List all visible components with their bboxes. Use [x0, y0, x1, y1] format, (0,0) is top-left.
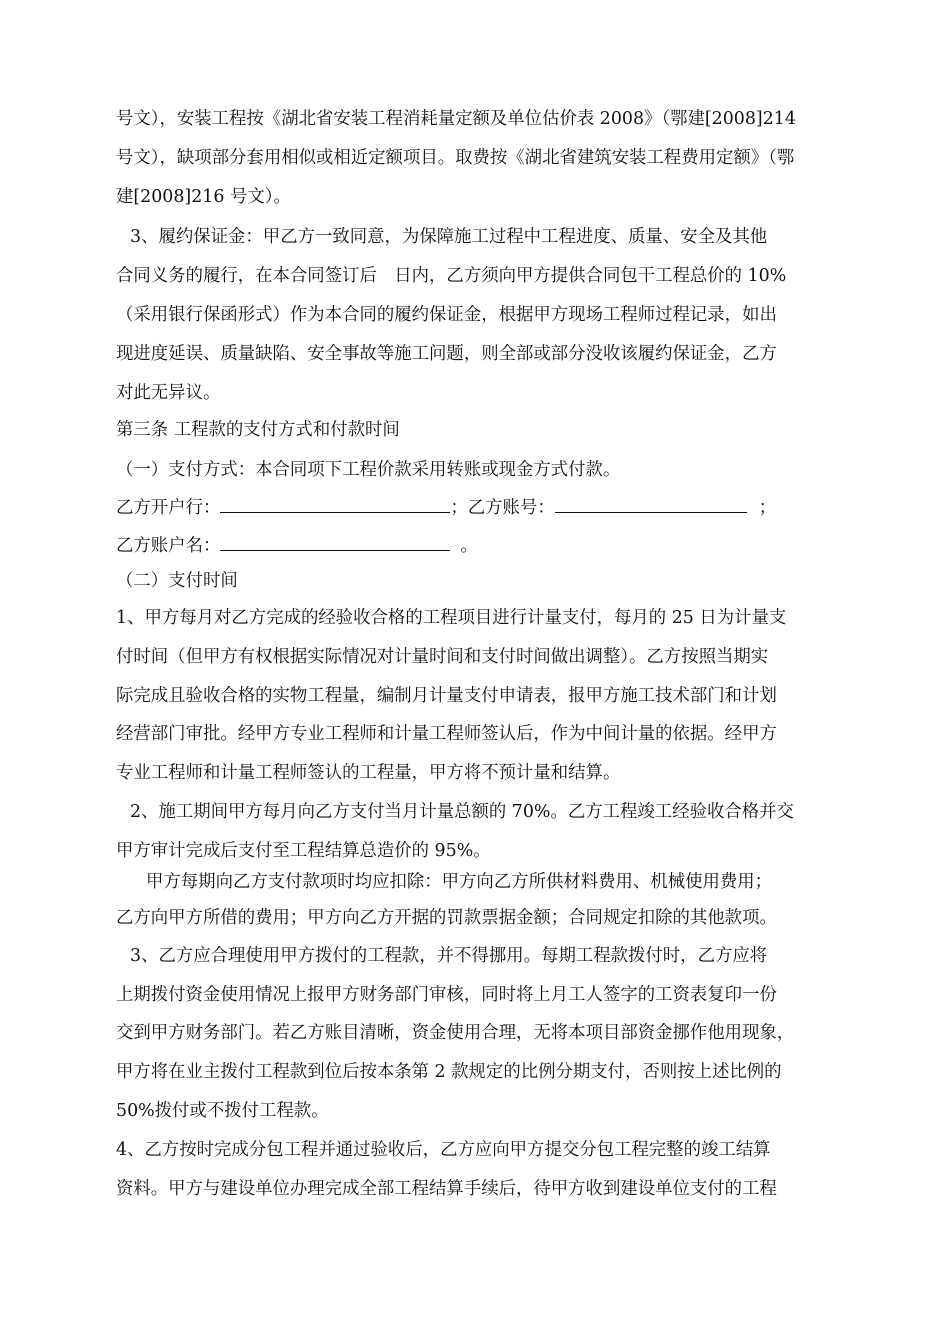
text-line: 3、履约保证金：甲乙方一致同意，为保障施工过程中工程进度、质量、安全及其他: [130, 227, 768, 247]
bank-account-row: [116, 494, 838, 520]
text-line: 甲方审计完成后支付至工程结算总造价的 95%。: [116, 841, 491, 861]
text-line: 乙方向甲方所借的费用；甲方向乙方开据的罚款票据金额；合同规定扣除的其他款项。: [116, 908, 777, 928]
account-name-end: 。: [460, 536, 478, 556]
text-line: 号文），缺项部分套用相似或相近定额项目。取费按《湖北省建筑安装工程费用定额》（鄂: [116, 148, 795, 168]
text-line: 甲方将在业主拨付工程款到位后按本条第 2 款规定的比例分期支付，否则按上述比例的: [116, 1062, 782, 1082]
bank-separator: ；: [450, 498, 468, 518]
bank-blank: [220, 494, 450, 513]
text-line: 1、甲方每月对乙方完成的经验收合格的工程项目进行计量支付，每月的 25 日为计量支: [116, 608, 787, 628]
account-name-label: 乙方账户名：: [116, 536, 221, 556]
text-line: 50%拨付或不拨付工程款。: [116, 1101, 329, 1121]
text-line: 交到甲方财务部门。若乙方账目清晰，资金使用合理，无将本项目部资金挪作他用现象，: [116, 1023, 795, 1043]
section-heading: 第三条 工程款的支付方式和付款时间: [116, 420, 400, 440]
text-line: （采用银行保函形式）作为本合同的履约保证金，根据甲方现场工程师过程记录，如出: [116, 305, 777, 325]
text-line: 2、施工期间甲方每月向乙方支付当月计量总额的 70%。乙方工程竣工经验收合格并交: [130, 802, 794, 822]
account-no-end: ；: [758, 498, 777, 518]
text-line: 际完成且验收合格的实物工程量，编制月计量支付申请表，报甲方施工技术部门和计划: [116, 686, 777, 706]
text-line: 建[2008]216 号文）。: [116, 187, 291, 207]
text-line: 现进度延误、质量缺陷、安全事故等施工问题，则全部或部分没收该履约保证金，乙方: [116, 344, 777, 364]
subsection-heading: （二）支付时间: [116, 571, 238, 591]
account-no-blank: [555, 494, 747, 513]
text-line: 甲方每期向乙方支付款项时均应扣除：甲方向乙方所供材料费用、机械使用费用；: [146, 872, 773, 892]
text-line: 合同义务的履行，在本合同签订后 日内，乙方须向甲方提供合同包干工程总价的 10%: [116, 266, 787, 286]
text-line: 经营部门审批。经甲方专业工程师和计量工程师签认后，作为中间计量的依据。经甲方: [116, 724, 777, 744]
account-no-label: 乙方账号：: [467, 498, 555, 518]
text-line: 上期拨付资金使用情况上报甲方财务部门审核，同时将上月工人签字的工资表复印一份: [116, 985, 777, 1005]
text-line: 4、乙方按时完成分包工程并通过验收后，乙方应向甲方提交分包工程完整的竣工结算: [116, 1140, 771, 1160]
text-line: 专业工程师和计量工程师签认的工程量，甲方将不预计量和结算。: [116, 763, 621, 783]
text-line: 对此无异议。: [116, 383, 221, 403]
text-line: 号文），安装工程按《湖北省安装工程消耗量定额及单位估价表 2008》（鄂建[2008]214: [116, 109, 796, 129]
text-line: 付时间（但甲方有权根据实际情况对计量时间和支付时间做出调整）。乙方按照当期实: [116, 647, 769, 667]
text-line: 3、乙方应合理使用甲方拨付的工程款，并不得挪用。每期工程款拨付时，乙方应将: [130, 946, 768, 966]
bank-label: 乙方开户行：: [116, 498, 221, 518]
text-line: 资料。甲方与建设单位办理完成全部工程结算手续后，待甲方收到建设单位支付的工程: [116, 1179, 777, 1199]
account-name-blank: [220, 532, 450, 551]
subsection-heading: （一）支付方式：本合同项下工程价款采用转账或现金方式付款。: [116, 460, 621, 480]
account-name-row: [116, 532, 838, 558]
